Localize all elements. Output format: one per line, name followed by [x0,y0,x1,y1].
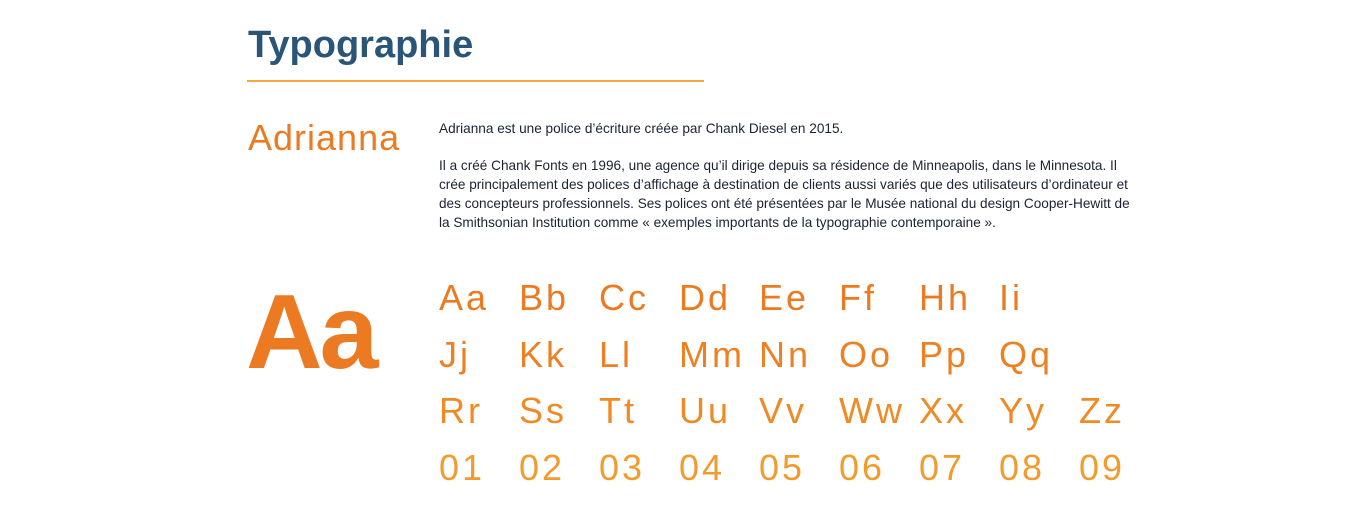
glyph-pair: Mm [679,333,745,375]
glyph-pair: 06 [839,446,886,488]
glyph-pair: Rr [439,390,483,431]
glyph-pair: Ww [839,390,905,431]
glyph-grid [439,272,1159,498]
glyph-pair: Bb [519,277,570,318]
glyph-pair: Nn [759,333,812,375]
glyph-pair: 01 [439,446,486,488]
font-name: Adrianna [248,117,401,158]
glyph-pair: 03 [599,446,646,488]
glyph-pair: Xx [919,390,968,431]
title-divider [247,80,704,82]
description-paragraph: Adrianna est une police d’écriture créée par Chank Diesel en 2015. [439,121,844,136]
font-description [439,119,1139,250]
glyph-pair: Oo [839,333,894,375]
glyph-pair: Tt [599,390,637,431]
glyph-pair: Ll [599,333,634,375]
glyph-pair: 05 [759,446,806,488]
glyph-pair: Vv [759,390,808,431]
glyph-pair: Dd [679,277,732,318]
glyph-pair: Jj [439,333,471,375]
glyph-pair: 07 [919,446,966,488]
glyph-pair [1079,329,1159,386]
glyph-pair: Pp [919,333,970,375]
glyph-pair: Hh [919,277,972,318]
page-title: Typographie [248,24,474,66]
glyph-pair: Aa [439,277,490,318]
glyph-pair: Uu [679,390,732,431]
glyph-pair: Ff [839,277,877,318]
glyph-pair: Qq [999,333,1054,375]
glyph-pair: Cc [599,277,649,318]
glyph-pair: 09 [1079,446,1126,488]
glyph-pair: Ee [759,277,810,318]
glyph-pair: 02 [519,446,566,488]
glyph-pair: Ss [519,390,568,431]
description-paragraph: Il a créé Chank Fonts en 1996, une agence qu’il dirige depuis sa résidence de Minneapolis, dans le Minnesota. Il crée principalement des polices d’affichage à destination de clients aussi variés que des utilisateurs d’ordinateur et des concepteurs professionnels. Ses polices ont été présentées par le Musée national du design Cooper-Hewitt de la Smithsonian Institution comme « exemples importants de la typographie contemporaine ». [439,158,1130,230]
glyph-pair: Yy [999,390,1048,431]
glyph-pair: 08 [999,446,1046,488]
glyph-pair [1079,272,1159,329]
glyph-pair: Kk [519,333,568,375]
glyph-pair: Ii [999,277,1023,318]
glyph-pair: 04 [679,446,726,488]
glyph-pair: Zz [1079,390,1125,431]
font-sample-large: Aa [246,273,376,391]
